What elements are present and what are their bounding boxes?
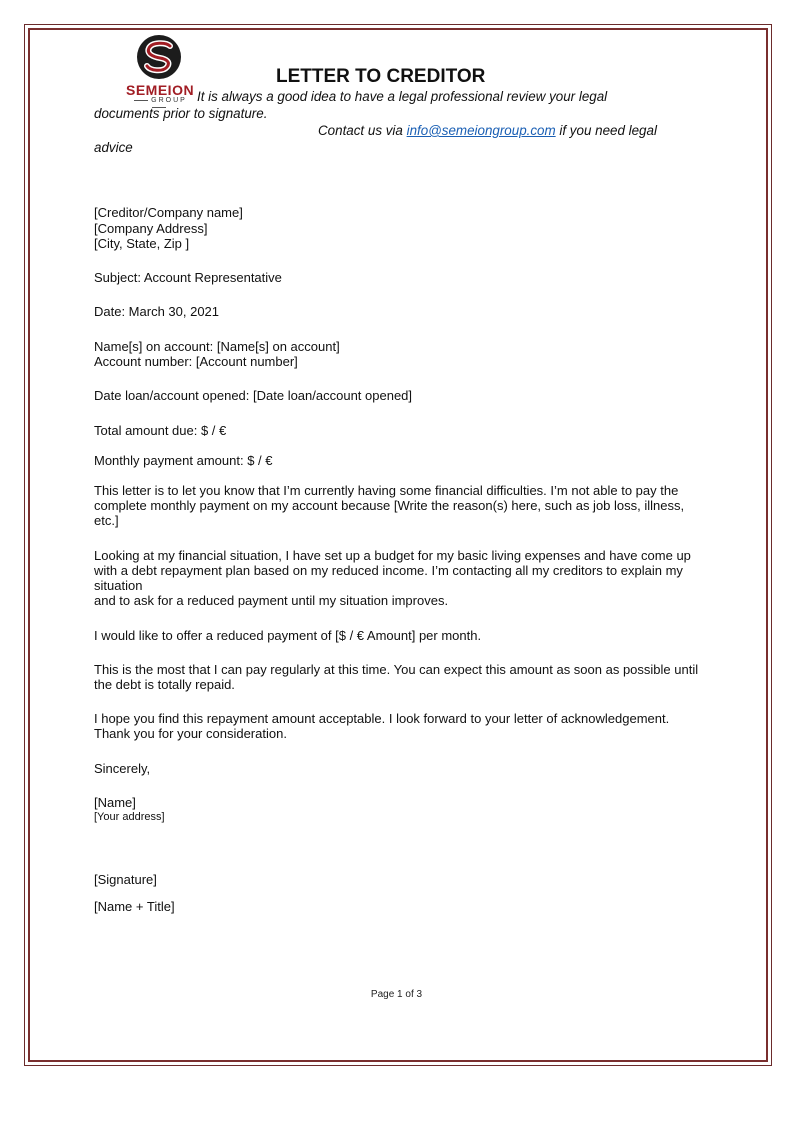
closing: Sincerely, — [94, 761, 151, 776]
sender-address: [Your address] — [94, 811, 165, 823]
paragraph-offer: I would like to offer a reduced payment of [$ / € Amount] per month. — [94, 628, 482, 643]
page-number: Page 1 of 3 — [370, 989, 423, 1000]
name-title: [Name + Title] — [94, 899, 175, 914]
recipient-name: [Creditor/Company name] — [94, 205, 243, 220]
intro-line-2: documents prior to signature. — [94, 106, 268, 121]
recipient-city: [City, State, Zip ] — [94, 236, 190, 251]
contact-email-link[interactable]: info@semeiongroup.com — [406, 123, 556, 138]
paragraph-reason: This letter is to let you know that I’m currently having some financial difficulties. I’m not able to pay the complete monthly payment on my account because [Write the reason(s) here, such as job loss, illness, etc.] — [94, 483, 685, 528]
signature: [Signature] — [94, 872, 157, 887]
paragraph-commitment: This is the most that I can pay regularly at this time. You can expect this amount as soon as possible until the debt is totally repaid. — [94, 662, 699, 692]
company-logo — [124, 34, 200, 106]
sender-name: [Name] — [94, 795, 136, 810]
paragraph-situation: Looking at my financial situation, I have set up a budget for my basic living expenses and have come up with a debt repayment plan based on my reduced income. I’m contacting all my creditors to explain my situation — [94, 548, 691, 593]
subject-line: Subject: Account Representative — [94, 270, 282, 285]
account-names: Name[s] on account: [Name[s] on account] — [94, 339, 340, 354]
total-due: Total amount due: $ / € — [94, 423, 227, 438]
logo-wordmark: SEMEION — [126, 82, 195, 98]
logo-subtitle: GROUP — [124, 97, 194, 111]
date-line: Date: March 30, 2021 — [94, 304, 220, 319]
semeion-logo-icon — [136, 34, 182, 80]
account-number: Account number: [Account number] — [94, 354, 298, 369]
intro-line-1: It is always a good idea to have a legal professional review your legal — [197, 89, 608, 104]
document-title: LETTER TO CREDITOR — [276, 66, 486, 87]
intro-line-3 — [318, 123, 657, 138]
recipient-address: [Company Address] — [94, 221, 208, 236]
monthly-payment: Monthly payment amount: $ / € — [94, 453, 273, 468]
date-opened: Date loan/account opened: [Date loan/account opened] — [94, 388, 413, 403]
contact-text: Contact us via — [318, 123, 403, 138]
paragraph-thanks: I hope you find this repayment amount acceptable. I look forward to your letter of acknowledgement. Thank you for your consideration. — [94, 711, 670, 741]
contact-text-after: if you need legal — [559, 123, 657, 138]
paragraph-request: and to ask for a reduced payment until my situation improves. — [94, 593, 449, 608]
intro-line-4: advice — [94, 140, 133, 155]
